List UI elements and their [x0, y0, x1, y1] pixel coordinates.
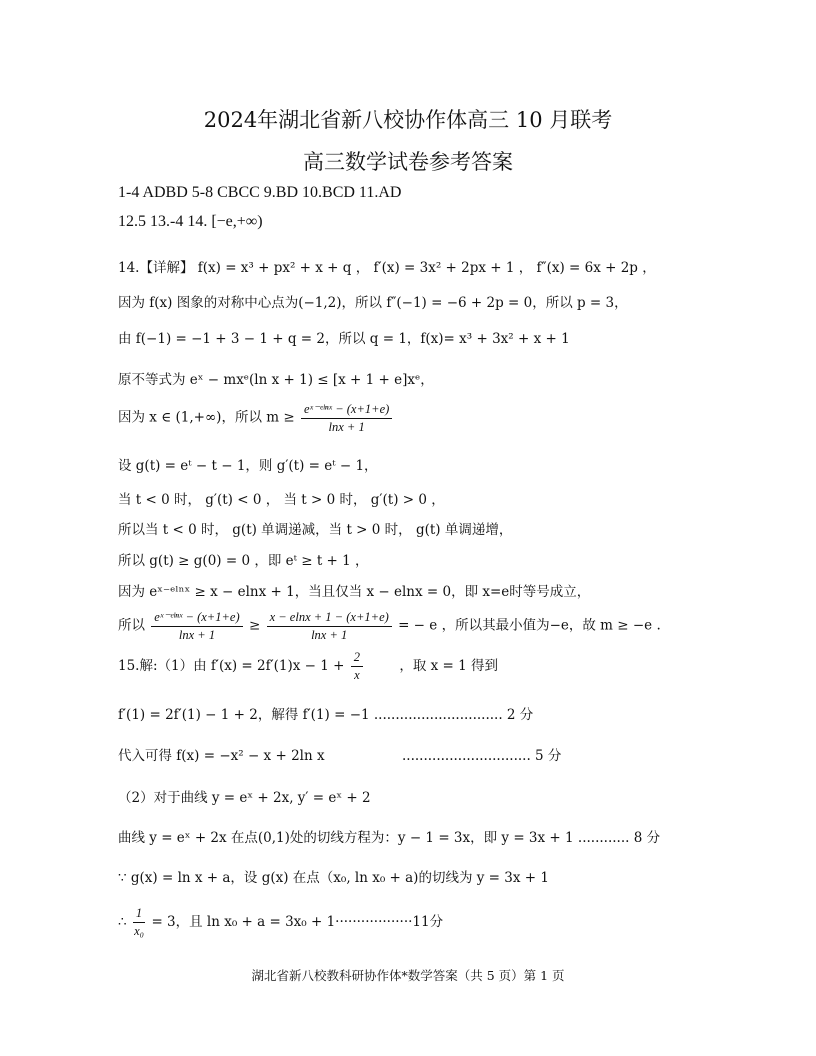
- q15-line-7: [118, 906, 443, 939]
- q14-line-8: 所以当 t < 0 时， g(t) 单调递减，当 t > 0 时， g(t) 单调递增，: [118, 522, 513, 538]
- q15-line-1: [118, 650, 498, 683]
- answer-row-2: 12.5 13.-4 14. [−e,+∞): [118, 213, 263, 230]
- fraction-numerator: x − elnx + 1 − (x+1+e): [267, 610, 392, 627]
- fraction-numerator: 1: [133, 906, 145, 923]
- fraction-numerator: eˣ⁻ᵉˡⁿˣ − (x+1+e): [151, 609, 242, 627]
- q14-line-1: 14.【详解】 f(x) = x³ + px² + x + q ， f′(x) = 3x² + 2px + 1 ， f″(x) = 6x + 2p ，: [118, 260, 656, 276]
- q15-line-1-tail: ，取 x = 1 得到: [399, 658, 499, 674]
- q15-line-7-text: = 3，且 ln x₀ + a = 3x₀ + 1··················11分: [151, 914, 444, 930]
- q15-line-4: （2）对于曲线 y = eˣ + 2x, y′ = eˣ + 2: [118, 790, 371, 806]
- q15-line-6: ∵ g(x) = ln x + a，设 g(x) 在点（x₀, ln x₀ + a)的切线为 y = 3x + 1: [118, 870, 549, 886]
- q15-line-3-score: .............................. 5 分: [402, 748, 562, 764]
- q15-line-5: 曲线 y = eˣ + 2x 在点(0,1)处的切线方程为：y − 1 = 3x，即 y = 3x + 1 ............ 8 分: [118, 830, 661, 846]
- q14-line-11-conclusion: = − e ，所以其最小值为−e，故 m ≥ −e .: [398, 617, 661, 634]
- fraction-left: [151, 609, 242, 643]
- q14-line-6: 设 g(t) = eᵗ − t − 1，则 g′(t) = eᵗ − 1，: [118, 458, 378, 474]
- fraction-denominator: x: [354, 668, 360, 682]
- fraction-m-bound: [301, 401, 392, 435]
- q14-line-3: 由 f(−1) = −1 + 3 − 1 + q = 2，所以 q = 1，f(x)= x³ + 3x² + x + 1: [118, 331, 570, 347]
- q14-line-2: 因为 f(x) 图象的对称中心点为(−1,2)，所以 f″(−1) = −6 + 2p = 0，所以 p = 3，: [118, 295, 628, 311]
- q14-line-10: 因为 eˣ⁻ᵉˡⁿˣ ≥ x − elnx + 1，当且仅当 x − elnx = 0，即 x=e时等号成立，: [118, 584, 591, 600]
- q15-line-1-text: 15.解:（1）由 f′(x) = 2f′(1)x − 1 +: [118, 658, 345, 674]
- q14-line-5: [118, 401, 394, 435]
- fraction-right: [267, 610, 392, 643]
- q14-line-4: 原不等式为 eˣ − mxᵉ(ln x + 1) ≤ [x + 1 + e]xᵉ，: [118, 372, 434, 388]
- therefore-symbol: ∴: [118, 914, 127, 930]
- q14-line-7: 当 t < 0 时， g′(t) < 0 ， 当 t > 0 时， g′(t) > 0 ，: [118, 492, 445, 508]
- fraction-numerator: 2: [351, 650, 363, 667]
- fraction-two-over-x: [351, 650, 363, 683]
- q14-line-11: [118, 609, 661, 643]
- q14-line-9: 所以 g(t) ≥ g(0) = 0 ，即 eᵗ ≥ t + 1 ，: [118, 553, 369, 569]
- fraction-denominator: lnx + 1: [328, 420, 365, 434]
- q14-line-11-geq: ≥: [248, 617, 261, 634]
- q14-line-11-prefix: 所以: [118, 617, 145, 634]
- q15-line-3: 代入可得 f(x) = −x² − x + 2ln x: [118, 748, 325, 764]
- page-footer: 湖北省新八校教科研协作体*数学答案（共 5 页）第 1 页: [251, 968, 565, 983]
- q15-line-2: f′(1) = 2f′(1) − 1 + 2，解得 f′(1) = −1 .............................. 2 分: [118, 707, 534, 723]
- answer-row-1: 1-4 ADBD 5-8 CBCC 9.BD 10.BCD 11.AD: [118, 184, 402, 201]
- fraction-denominator: lnx + 1: [178, 628, 216, 642]
- fraction-numerator: eˣ⁻ᵉˡⁿˣ − (x+1+e): [301, 401, 392, 419]
- page-subtitle: 高三数学试卷参考答案: [303, 150, 513, 174]
- fraction-denominator: lnx + 1: [311, 627, 348, 642]
- fraction-denominator: x₀: [134, 924, 144, 938]
- page-title: 2024年湖北省新八校协作体高三 10 月联考: [203, 108, 613, 132]
- q14-line-5-text: 因为 x ∈ (1,+∞)，所以 m ≥: [118, 409, 295, 426]
- fraction-one-over-x0: [133, 906, 145, 939]
